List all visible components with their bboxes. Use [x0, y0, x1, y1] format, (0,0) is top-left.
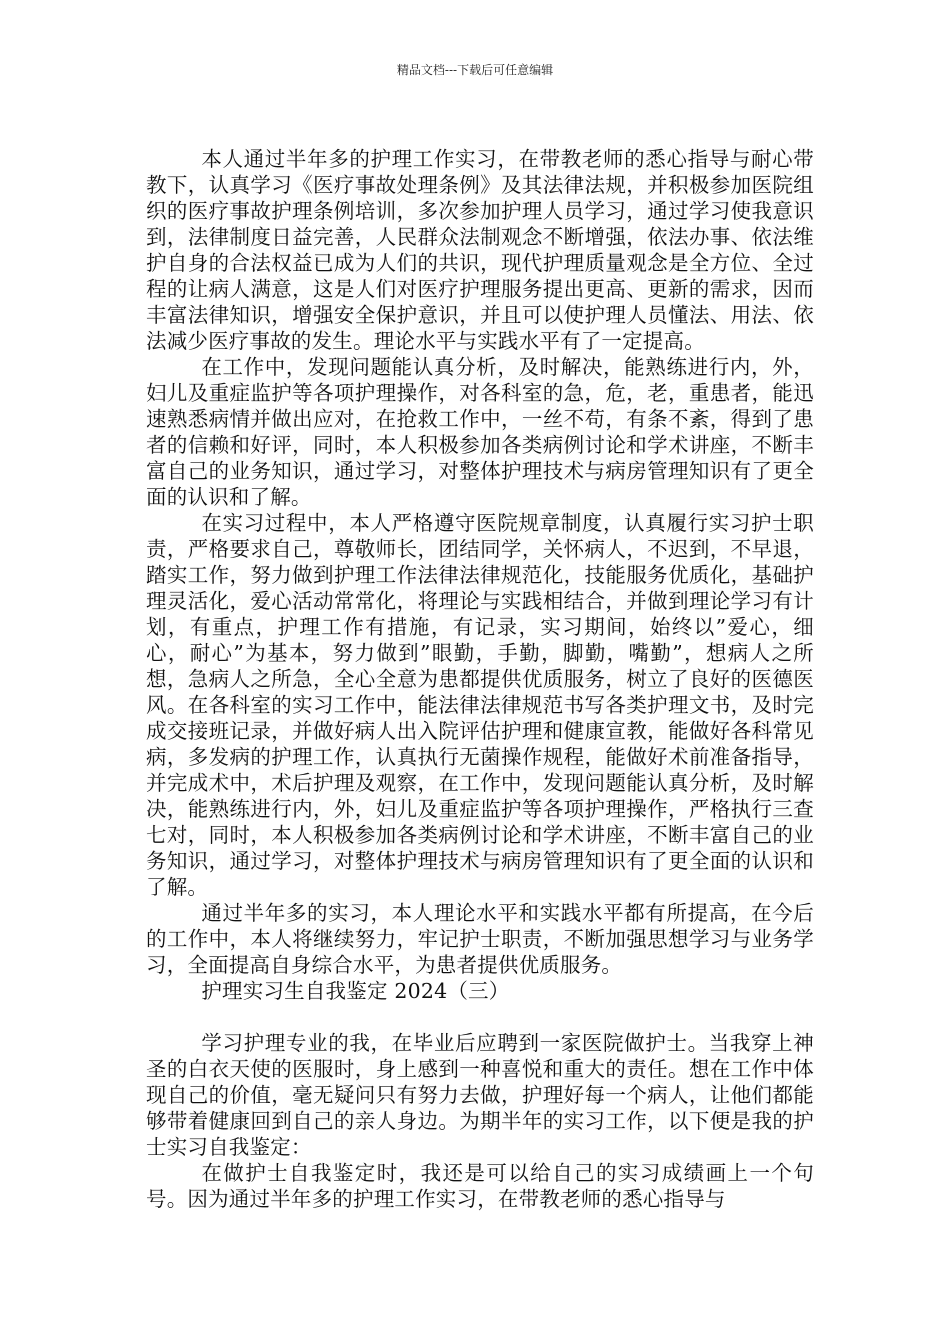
page-header: 精品文档---下载后可任意编辑: [396, 63, 554, 77]
paragraph-2: 在工作中，发现问题能认真分析，及时解决，能熟练进行内，外，妇儿及重症监护等各项护理操作，对各科室的急，危，老，重患者，能迅速熟悉病情并做出应对，在抢救工作中，一丝不苟，有条不紊，得到了患者的信赖和好评，同时，本人积极参加各类病例讨论和学术讲座，不断丰富自己的业务知识，通过学习，对整体护理技术与病房管理知识有了更全面的认识和了解。: [146, 355, 814, 509]
paragraph-1: 本人通过半年多的护理工作实习，在带教老师的悉心指导与耐心带教下，认真学习《医疗事故处理条例》及其法律法规，并积极参加医院组织的医疗事故护理条例培训，多次参加护理人员学习，通过学习使我意识到，法律制度日益完善，人民群众法制观念不断增强，依法办事、依法维护自身的合法权益已成为人们的共识，现代护理质量观念是全方位、全过程的让病人满意，这是人们对医疗护理服务提出更高、更新的需求，因而丰富法律知识，增强安全保护意识，并且可以使护理人员懂法、用法、依法减少医疗事故的发生。理论水平与实践水平有了一定提高。: [146, 147, 814, 353]
paragraph-4: 通过半年多的实习，本人理论水平和实践水平都有所提高，在今后的工作中，本人将继续努力，牢记护士职责，不断加强思想学习与业务学习，全面提高自身综合水平，为患者提供优质服务。: [146, 901, 814, 977]
document-body: [146, 146, 814, 1212]
section-heading: 护理实习生自我鉴定 2024（三）: [201, 979, 510, 1003]
blank-line: [146, 1004, 814, 1030]
paragraph-5: 学习护理专业的我，在毕业后应聘到一家医院做护士。当我穿上神圣的白衣天使的医服时，身上感到一种喜悦和重大的责任。想在工作中体现自己的价值，毫无疑问只有努力去做，护理好每一个病人，让他们都能够带着健康回到自己的亲人身边。为期半年的实习工作，以下便是我的护士实习自我鉴定：: [146, 1031, 814, 1159]
paragraph-6: 在做护士自我鉴定时，我还是可以给自己的实习成绩画上一个句号。因为通过半年多的护理工作实习，在带教老师的悉心指导与: [146, 1161, 814, 1211]
paragraph-3: 在实习过程中，本人严格遵守医院规章制度，认真履行实习护士职责，严格要求自己，尊敬师长，团结同学，关怀病人，不迟到，不早退，踏实工作，努力做到护理工作法律法律规范化，技能服务优质化，基础护理灵活化，爱心活动常常化，将理论与实践相结合，并做到理论学习有计划，有重点，护理工作有措施，有记录，实习期间，始终以”爱心，细心，耐心”为基本，努力做到”眼勤，手勤，脚勤，嘴勤”，想病人之所想，急病人之所急，全心全意为患都提供优质服务，树立了良好的医德医风。在各科室的实习工作中，能法律法律规范书写各类护理文书，及时完成交接班记录，并做好病人出入院评估护理和健康宣教，能做好各科常见病，多发病的护理工作，认真执行无菌操作规程，能做好术前准备指导，并完成术中，术后护理及观察，在工作中，发现问题能认真分析，及时解决，能熟练进行内，外，妇儿及重症监护等各项护理操作，严格执行三查七对，同时，本人积极参加各类病例讨论和学术讲座，不断丰富自己的业务知识，通过学习，对整体护理技术与病房管理知识有了更全面的认识和了解。: [146, 511, 814, 899]
